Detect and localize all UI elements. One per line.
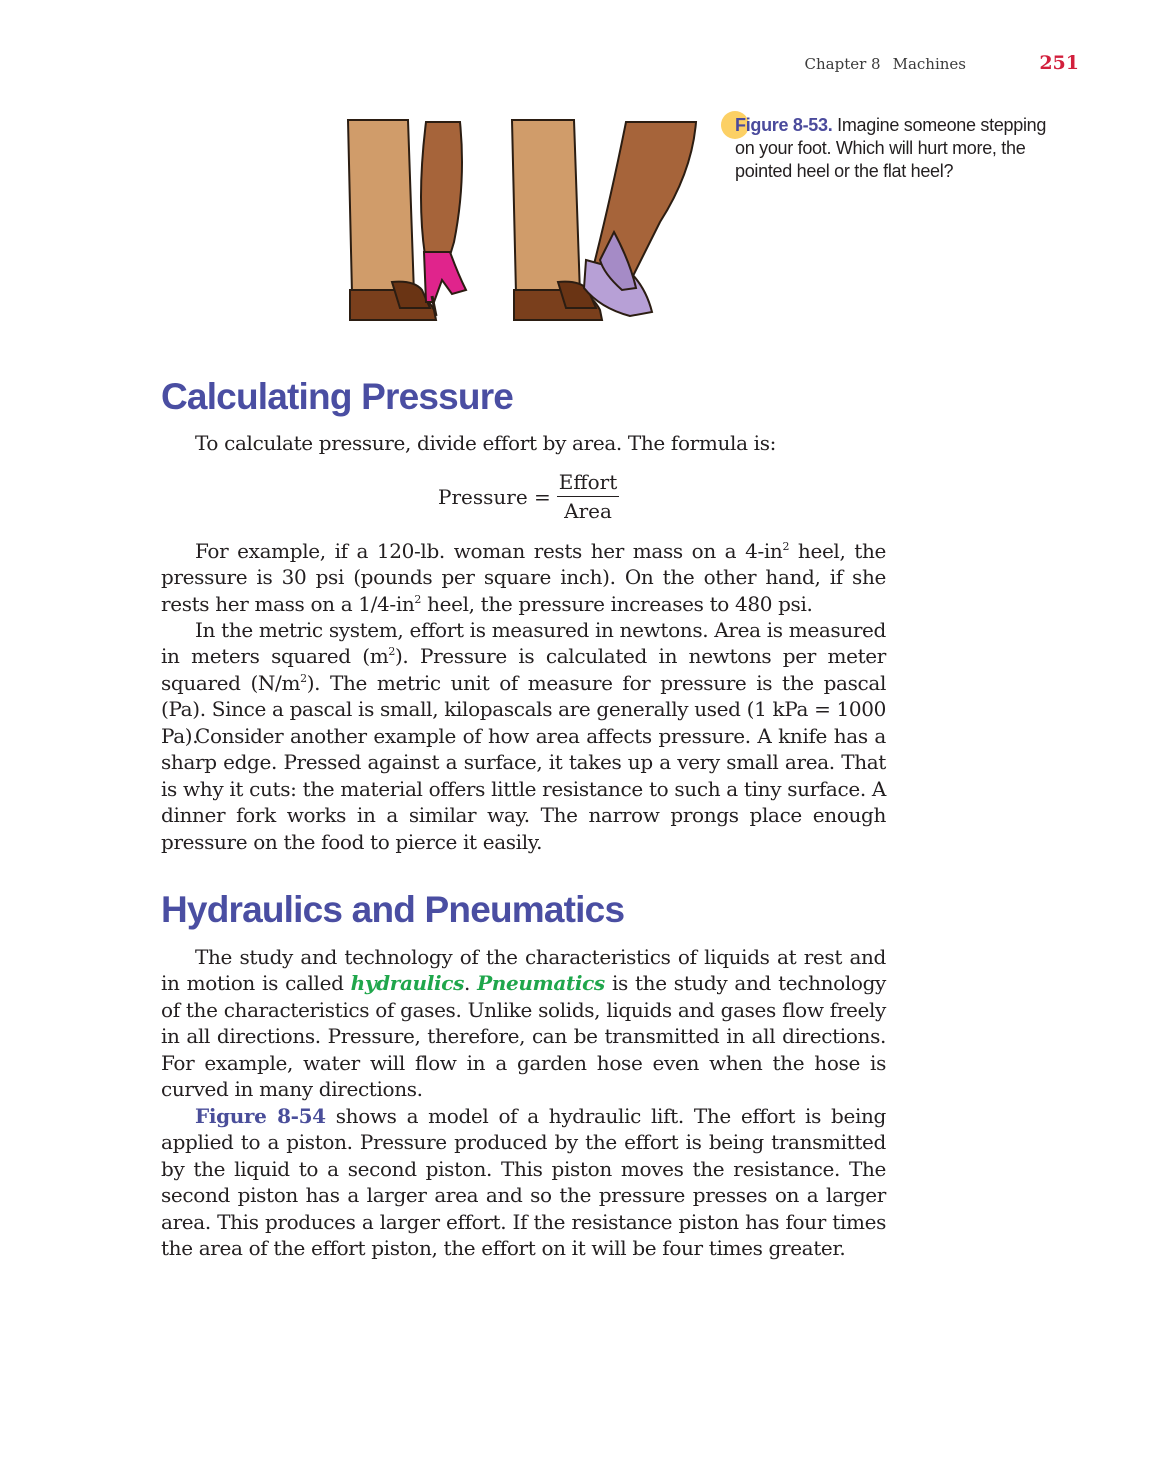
heading-calculating-pressure: Calculating Pressure [161,376,514,417]
chapter-title: Machines [892,55,966,73]
paragraph-knife-example: Consider another example of how area affects pressure. A knife has a sharp edge. Pressed against a surface, it takes up a very small area. That is why it cuts: the material offers little resistance to such a tiny surface. A dinner fork works in a similar way. The narrow prongs place enough pressure on the food to pierce it easily. [161,724,886,854]
text-span: heel, the pressure is 30 psi (pounds per square inch). On the other hand, if she rests her mass on a 1/4-in [161,539,887,616]
paragraph-pressure-example [161,538,886,617]
formula-fraction [557,470,619,523]
superscript: 2 [782,540,790,553]
paragraph-hydraulic-lift [161,1103,886,1261]
text-span: ). Pressure is calculated in newtons per meter squared (N/m [161,644,886,695]
text-span: heel, the pressure increases to 480 psi. [421,591,813,616]
text-span: For example, if a 120-lb. woman rests her mass on a 4-in [195,539,783,563]
woman-leg-flats [584,122,696,316]
running-head [0,52,1161,76]
text-span: . [463,971,478,996]
feet-illustration [330,112,730,332]
paragraph-hydraulics-definition [161,944,886,1102]
figure-label [735,115,832,135]
superscript: 2 [414,592,422,606]
figure-label-text: Figure 8-53. [735,115,833,135]
paragraph-intro: To calculate pressure, divide effort by area. The formula is: [195,431,776,455]
pressure-formula [438,470,619,523]
woman-leg-heels [421,122,466,316]
term-pneumatics: Pneumatics [477,971,605,996]
formula-lhs: Pressure = [438,484,551,509]
chapter-label [805,55,966,73]
figure-caption-text: Imagine someone stepping on your foot. Which will hurt more, the pointed heel or the flat heel? [735,115,1047,181]
figure-caption [735,114,1055,183]
heading-hydraulics-pneumatics: Hydraulics and Pneumatics [161,889,625,930]
text-span: The study and technology of the characteristics of liquids at rest and in motion is called [161,945,886,996]
chapter-number: Chapter 8 [804,55,881,73]
page-number: 251 [1039,52,1079,74]
superscript: 2 [388,645,395,659]
formula-numerator: Effort [557,470,619,497]
text-span: is the study and technology of the characteristics of gases. Unlike solids, liquids and gases flow freely in all directions. Pressure, therefore, can be transmitted in all directions. For example, water will flow in a garden hose even when the hose is curved in many directions. [161,971,886,1102]
formula-denominator: Area [564,499,612,523]
text-span: In the metric system, effort is measured in newtons. Area is measured in meters squared (m [161,618,886,669]
text-span: shows a model of a hydraulic lift. The effort is being applied to a piston. Pressure produced by the effort is being transmitted by the liquid to a second piston. This piston moves the resistance. The second piston has a larger area and so the pressure presses on a larger area. This produces a larger effort. If the resistance piston has four times the area of the effort piston, the effort on it will be four times greater. [161,1104,886,1261]
figure-reference-link[interactable]: Figure 8-54 [195,1104,326,1128]
superscript: 2 [300,671,307,685]
term-hydraulics: hydraulics [350,971,464,996]
text-span: ). The metric unit of measure for pressure is the pascal (Pa). Since a pascal is small, kilopascals are generally used (1 kPa = 1000 Pa). [161,670,886,748]
